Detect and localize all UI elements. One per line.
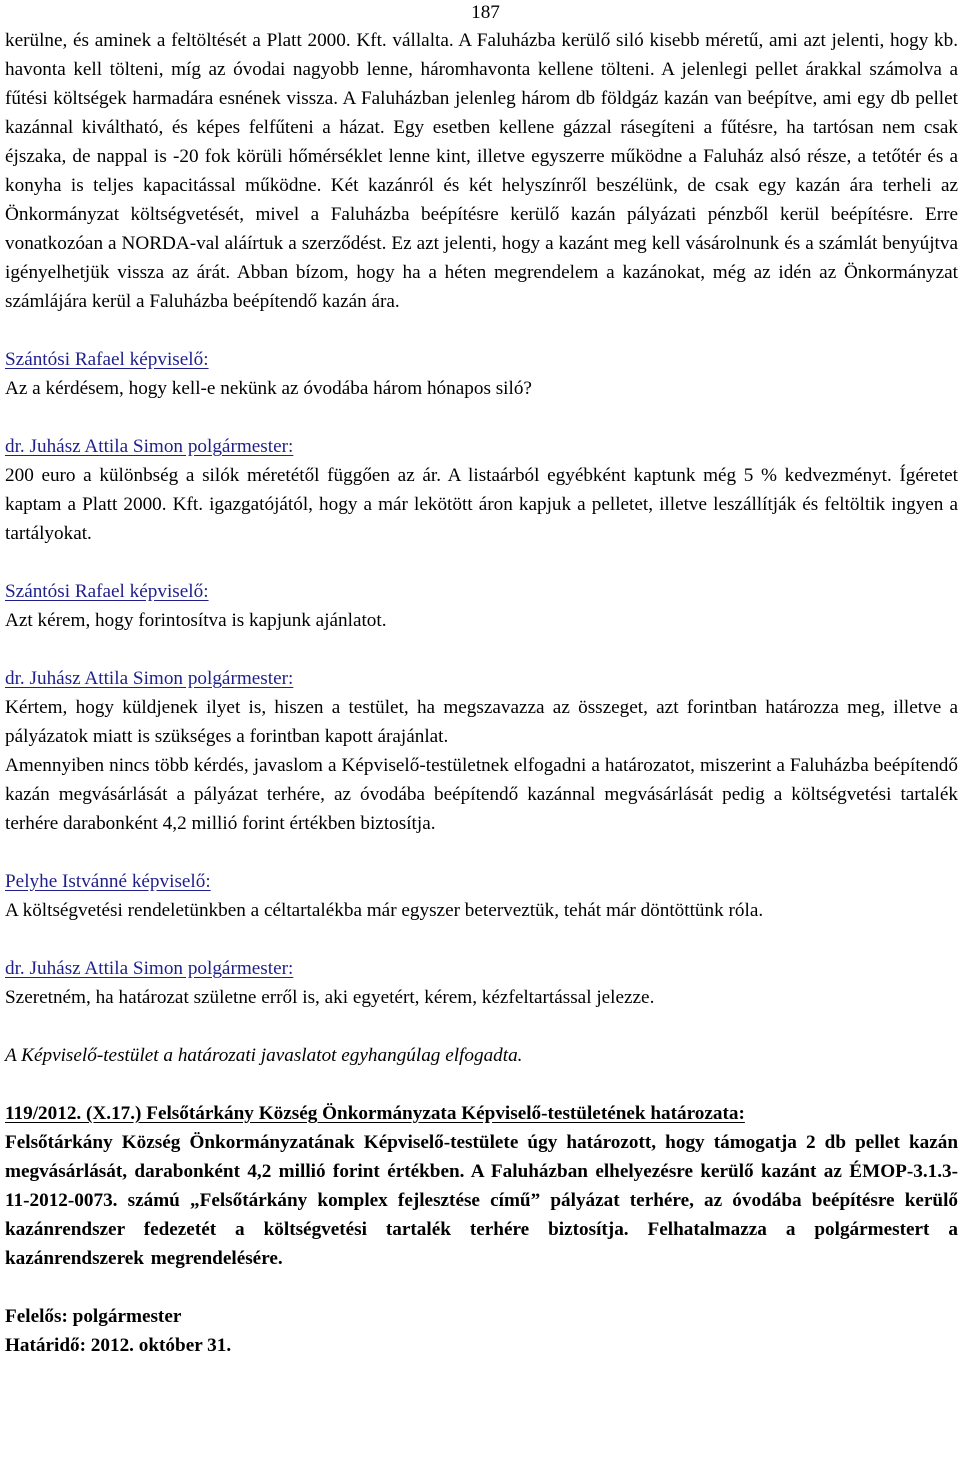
resolution-footer <box>5 1302 958 1360</box>
speaker-heading: dr. Juhász Attila Simon polgármester: <box>5 958 294 979</box>
resolution-title: 119/2012. (X.17.) Felsőtárkány Község Önkormányzata Képviselő-testületének határozata: <box>5 1103 745 1124</box>
paragraph-request-offer: Azt kérem, hogy forintosítva is kapjunk ajánlatot. <box>5 610 387 631</box>
speaker-heading: dr. Juhász Attila Simon polgármester: <box>5 436 294 457</box>
resolution-body: Felsőtárkány Község Önkormányzatának Képviselő-testülete úgy határozott, hogy támogatja 2 db pellet kazán megvásárlását, darabonként 4,2 millió forint értékben. A Faluházban elhelyezésre kerülő kazánt az ÉMOP-3.1.3-11-2012-0073. számú „Felsőtárkány komplex fejlesztése című” pályázat terhére, az óvodába beépítésre kerülő kazánrendszer fedezetét a költségvetési tartalék terhére biztosítja. Felhatalmazza a polgármestert a kazánrendszerek megrendelésére. <box>5 1132 958 1269</box>
vote-result: A Képviselő-testület a határozati javaslatot egyhangúlag elfogadta. <box>5 1045 523 1066</box>
paragraph-question-silo: Az a kérdésem, hogy kell-e nekünk az óvodába három hónapos siló? <box>5 378 532 399</box>
paragraph-answer-forint: Kértem, hogy küldjenek ilyet is, hiszen a testület, ha megszavazza az összeget, azt forintban határozza meg, illetve a pályázatok miatt is szükséges a forintban kapott árajánlat. <box>5 697 958 747</box>
deadline-line: Határidő: 2012. október 31. <box>5 1335 232 1356</box>
paragraph-budget-note: A költségvetési rendeletünkben a céltartalékba már egyszer beterveztük, tehát már döntöttünk róla. <box>5 900 764 921</box>
speaker-heading: Szántósi Rafael képviselő: <box>5 349 209 370</box>
speaker-heading: Pelyhe Istvánné képviselő: <box>5 871 211 892</box>
document-page <box>5 0 958 1360</box>
responsible-line: Felelős: polgármester <box>5 1306 182 1327</box>
paragraph-mayor-continuation: kerülne, és aminek a feltöltését a Platt 2000. Kft. vállalta. A Faluházba kerülő siló kisebb méretű, ami azt jelenti, hogy kb. havonta kell tölteni, míg az óvodai nagyobb lenne, háromhavonta kellene tölteni. A jelenlegi pellet árakkal számolva a fűtési költségek harmadára esnének vissza. A Faluházban jelenleg három db földgáz kazán van beépítve, ami egy db pellet kazánnal kiváltható, és képes felfűteni a házat. Egy esetben kellene gázzal rásegíteni a fűtésre, ha tartósan nem csak éjszaka, de nappal is -20 fok körüli hőmérséklet lenne kint, illetve egyszerre működne a Faluház alsó része, a tetőtér és a konyha is teljes kapacitással működne. Két kazánról és két helyszínről beszélünk, de csak egy kazán ára terheli az Önkormányzat költségvetését, mivel a Faluházba beépítésre kerülő kazán pályázati pénzből kerül beépítésre. Erre vonatkozóan a NORDA-val aláírtuk a szerződést. Ez azt jelenti, hogy a kazánt meg kell vásárolnunk és a számlát benyújtva igényelhetjük vissza az árát. Abban bízom, hogy ha a héten megrendelem a kazánokat, még az idén az Önkormányzat számlájára kerül a Faluházba beépítendő kazán ára. <box>5 30 958 312</box>
speaker-heading: dr. Juhász Attila Simon polgármester: <box>5 668 294 689</box>
paragraph-vote-call: Szeretném, ha határozat születne erről is, aki egyetért, kérem, kézfeltartással jelezze. <box>5 987 655 1008</box>
speaker-heading: Szántósi Rafael képviselő: <box>5 581 209 602</box>
page-number: 187 <box>471 2 500 23</box>
paragraph-proposal: Amennyiben nincs több kérdés, javaslom a Képviselő-testületnek elfogadni a határozatot, miszerint a Faluházba beépítendő kazán megvásárlását a pályázat terhére, az óvodába beépítendő kazánnal megvásárlását pedig a költségvetési tartalék terhére darabonként 4,2 millió forint értékben biztosítja. <box>5 755 958 834</box>
paragraph-answer-price: 200 euro a különbség a silók méretétől függően az ár. A listaárból egyébként kaptunk még 5 % kedvezményt. Ígéretet kaptam a Platt 2000. Kft. igazgatójától, hogy a már lekötött áron kapjuk a pelletet, illetve leszállítják és feltöltik ingyen a tartályokat. <box>5 465 958 544</box>
